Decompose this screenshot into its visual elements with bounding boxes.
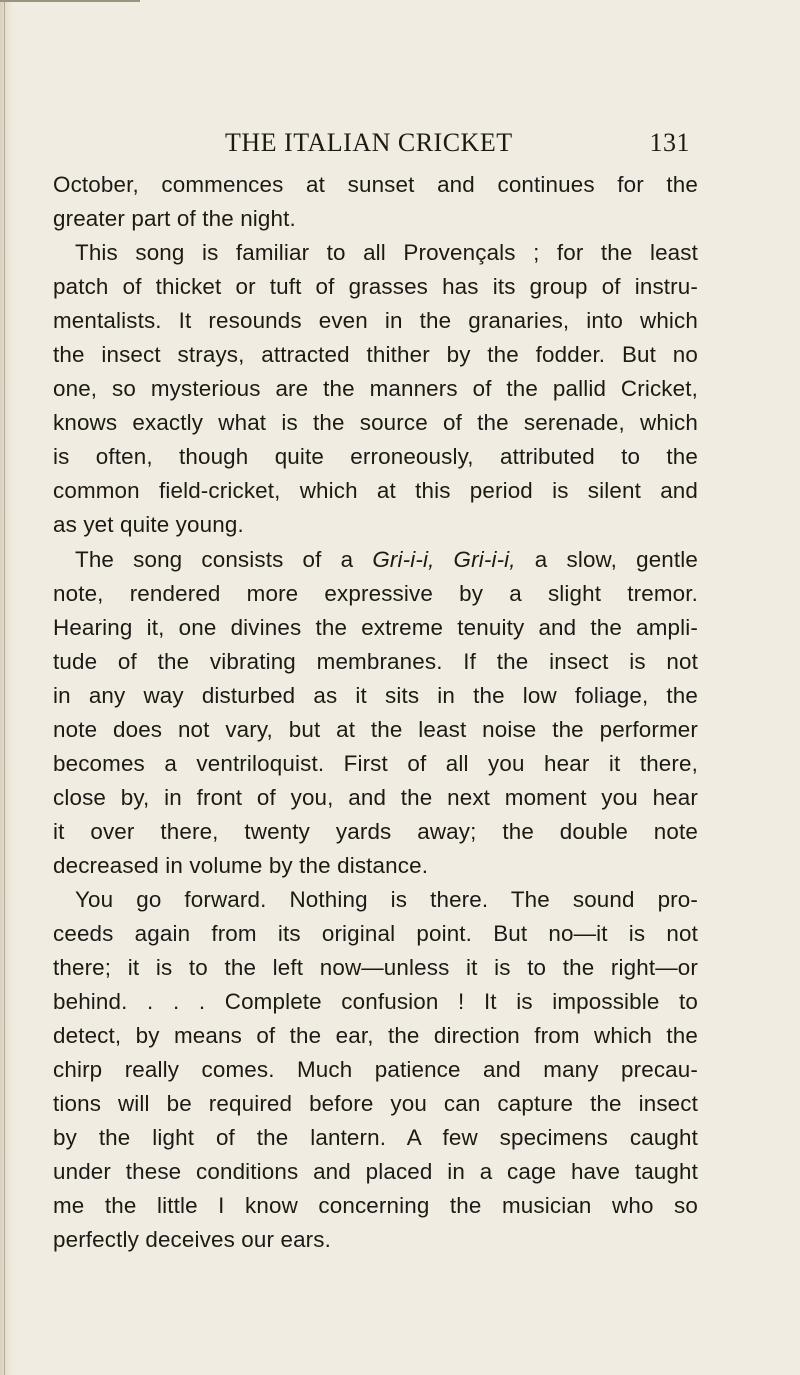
text-line: is often, though quite erroneously, attributed to the bbox=[53, 444, 698, 470]
text-line: becomes a ventriloquist. First of all you hear it there, bbox=[53, 750, 698, 776]
page-edge-line bbox=[4, 0, 5, 1375]
text-line: patch of thicket or tuft of grasses has its group of instru- bbox=[53, 274, 698, 300]
text-line: You go forward. Nothing is there. The sound pro- bbox=[75, 886, 698, 912]
text-line: common field-cricket, which at this period is silent and bbox=[53, 478, 698, 504]
text-line: This song is familiar to all Provençals ; for the least bbox=[75, 240, 698, 266]
song-syllable: Gri-i-i, bbox=[372, 546, 435, 572]
text-line: chirp really comes. Much patience and many precau- bbox=[53, 1057, 698, 1083]
text-line: it over there, twenty yards away; the double note bbox=[53, 818, 698, 844]
text-line: decreased in volume by the distance. bbox=[53, 852, 429, 878]
text-line: ceeds again from its original point. But no—it is not bbox=[53, 921, 698, 947]
body-text bbox=[53, 168, 698, 1258]
text-line: behind. . . . Complete confusion ! It is impossible to bbox=[53, 989, 698, 1015]
page-gutter-shadow bbox=[0, 0, 14, 1375]
text-line: detect, by means of the ear, the direction from which the bbox=[53, 1023, 698, 1049]
text-line: the insect strays, attracted thither by the fodder. But no bbox=[53, 342, 698, 368]
song-syllable: Gri-i-i, bbox=[453, 546, 516, 572]
text-line: tions will be required before you can capture the insect bbox=[53, 1091, 698, 1117]
top-edge-rule bbox=[0, 0, 140, 2]
text-line: under these conditions and placed in a cage have taught bbox=[53, 1159, 698, 1185]
text-line: The song consists of a Gri-i-i, Gri-i-i, a slow, gentle bbox=[75, 546, 698, 572]
text-line: Hearing it, one divines the extreme tenuity and the ampli- bbox=[53, 614, 698, 640]
page-number: 131 bbox=[649, 128, 690, 157]
text-line: perfectly deceives our ears. bbox=[53, 1227, 331, 1253]
text-line: knows exactly what is the source of the serenade, which bbox=[53, 410, 698, 436]
text-line: greater part of the night. bbox=[53, 206, 296, 232]
running-title: THE ITALIAN CRICKET bbox=[225, 128, 513, 157]
text-line: me the little I know concerning the musician who so bbox=[53, 1193, 698, 1219]
text-line: October, commences at sunset and continues for the bbox=[53, 172, 698, 197]
text-line: close by, in front of you, and the next moment you hear bbox=[53, 784, 698, 810]
text-line: there; it is to the left now—unless it is to the right—or bbox=[53, 955, 698, 981]
text-line: by the light of the lantern. A few specimens caught bbox=[53, 1125, 698, 1151]
text-line: mentalists. It resounds even in the granaries, into which bbox=[53, 308, 698, 334]
text-line: as yet quite young. bbox=[53, 512, 244, 538]
text-line: one, so mysterious are the manners of the pallid Cricket, bbox=[53, 376, 698, 402]
text-line: note, rendered more expressive by a slight tremor. bbox=[53, 580, 698, 606]
text-line: in any way disturbed as it sits in the low foliage, the bbox=[53, 682, 698, 708]
text-line: tude of the vibrating membranes. If the insect is not bbox=[53, 648, 698, 674]
text-line: note does not vary, but at the least noise the performer bbox=[53, 716, 698, 742]
